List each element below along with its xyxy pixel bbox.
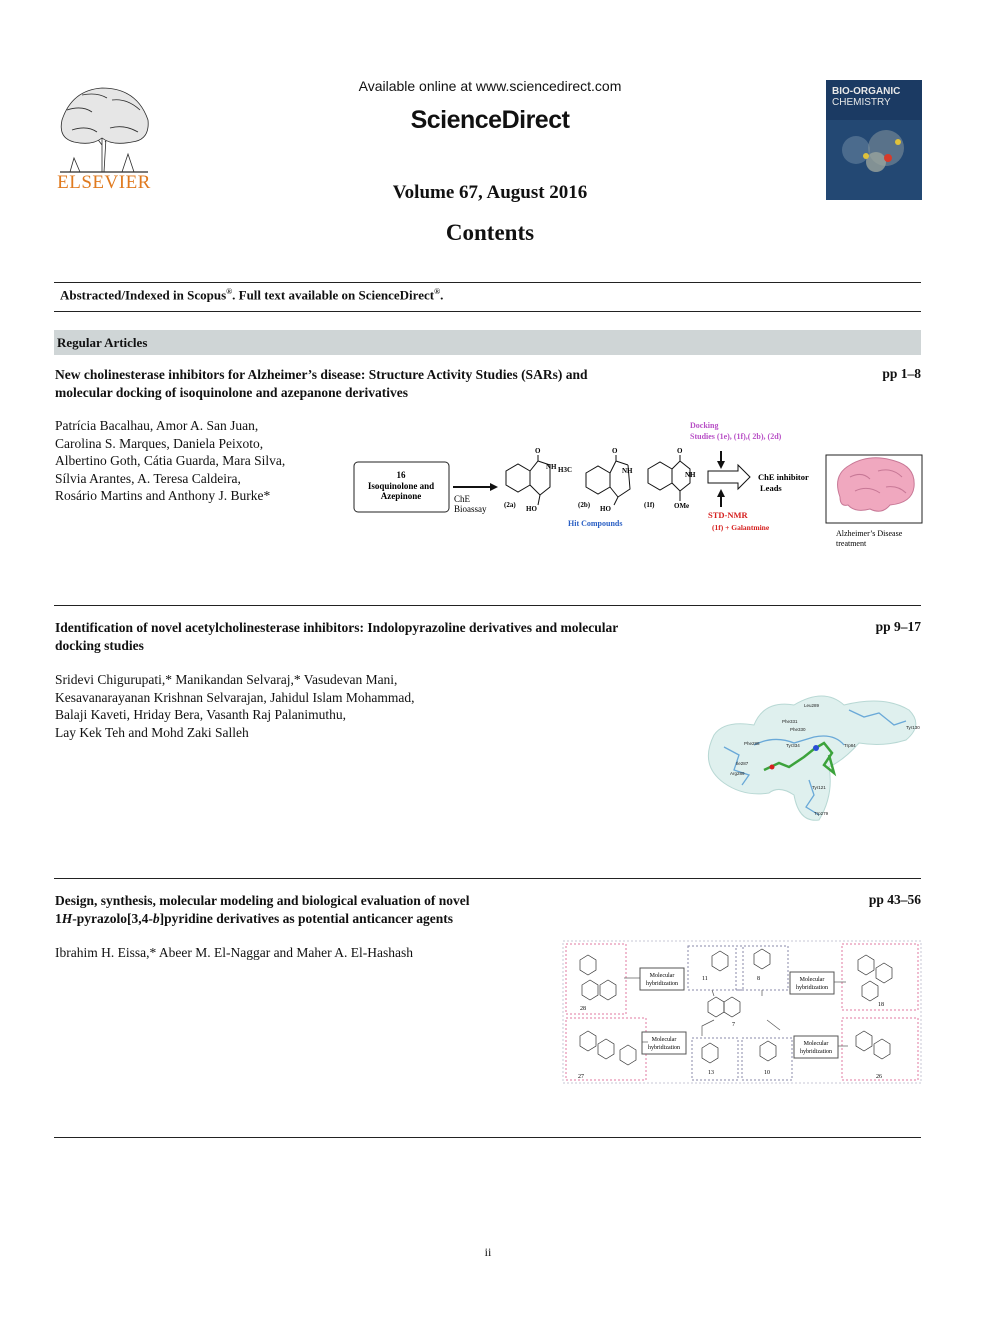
2b-h3c: H3C [558, 466, 572, 474]
num-28: 28 [580, 1006, 586, 1012]
article-3-title[interactable] [55, 892, 705, 928]
author-line: Carolina S. Marques, Daniela Peixoto, [55, 435, 264, 451]
article-1-title-line2: molecular docking of isoquinolone and azepanone derivatives [55, 385, 409, 400]
author-line: Balaji Kaveti, Hriday Bera, Vasanth Raj Palanimuthu, [55, 707, 347, 722]
docking-line1: Docking [690, 421, 719, 430]
article-3-title-line1: Design, synthesis, molecular modeling and biological evaluation of novel [55, 893, 470, 908]
article-1-authors [55, 417, 285, 505]
num-13: 13 [708, 1070, 714, 1076]
residue-label: Ile287 [736, 761, 749, 766]
section-header [54, 330, 921, 355]
num-8: 8 [757, 976, 760, 982]
section-title: Regular Articles [57, 335, 148, 350]
std-nmr-label: STD-NMR [708, 510, 748, 520]
journal-cover-thumbnail[interactable] [826, 80, 922, 200]
2a-ho: HO [526, 505, 537, 513]
leads-line1: ChE inhibitor [758, 472, 809, 482]
article-1-graphical-abstract[interactable] [350, 415, 925, 555]
article-2-pages: pp 9–17 [875, 619, 921, 634]
std-arrowhead [717, 489, 725, 497]
title-part-italic: b [152, 911, 160, 926]
title-part: ]pyridine derivatives as potential anticancer agents [159, 911, 453, 926]
galantamine-label: (1f) + Galantmine [712, 523, 770, 532]
1f-o: O [677, 447, 683, 455]
header-rule [54, 282, 921, 283]
ligand-nitrogen [813, 745, 819, 751]
1f-nh: NH [685, 471, 696, 479]
assay-arrowhead [490, 483, 498, 491]
brain-line1: Alzheimer’s Disease [836, 529, 903, 538]
article-3-authors [55, 944, 413, 962]
compound-2a-structure [506, 455, 550, 505]
cover-title-line2: CHEMISTRY [832, 97, 891, 108]
publisher-name: ELSEVIER [57, 172, 151, 193]
cover-molecule-image [826, 120, 922, 200]
box-br-line1: Molecular [803, 1041, 829, 1047]
brain-line2: treatment [836, 539, 867, 548]
num-27: 27 [578, 1074, 584, 1080]
ligand-oxygen [770, 765, 775, 770]
compound-2b-structure [586, 455, 630, 505]
assay-line2: Bioassay [454, 504, 487, 514]
num-18: 18 [878, 1002, 884, 1008]
article-2-authors [55, 671, 415, 741]
title-part: 1 [55, 911, 62, 926]
2a-o: O [535, 447, 541, 455]
box-tl-line2: hybridization [646, 981, 678, 987]
1f-ome: OMe [674, 502, 690, 510]
leads-line2: Leads [760, 483, 782, 493]
reg-mark: ® [434, 287, 441, 296]
author-line: Rosário Martins and Anthony J. Burke* [55, 488, 271, 503]
volume-issue: Volume 67, August 2016 [392, 182, 588, 203]
box-line2: Isoquinolone and [367, 481, 435, 491]
indexed-text-scopus: Abstracted/Indexed in Scopus [60, 287, 227, 303]
residue-label: Phe331 [782, 719, 798, 724]
article-3-rule [54, 1137, 921, 1138]
1f-label: (1f) [644, 501, 655, 509]
sciencedirect-wordmark: ScienceDirect [410, 106, 570, 134]
assay-line1: ChE [454, 494, 471, 504]
2b-nh: NH [622, 467, 633, 475]
title-part: -pyrazolo[3,4- [72, 911, 153, 926]
article-3-title-line2 [55, 910, 705, 928]
box-line3: Azepinone [380, 491, 422, 501]
num-11: 11 [702, 976, 708, 982]
author-line: Kesavanarayanan Krishnan Selvarajan, Jahidul Islam Mohammad, [55, 689, 415, 705]
title-part-italic: H [61, 911, 73, 926]
page-number: ii [484, 1245, 492, 1259]
2b-o: O [612, 447, 618, 455]
docking-line2: Studies (1e), (1f),( 2b), (2d) [690, 432, 782, 441]
2a-nh: NH [546, 463, 557, 471]
article-3-pages: pp 43–56 [868, 892, 921, 907]
author-line: Lay Kek Teh and Mohd Zaki Salleh [55, 724, 249, 740]
indexed-rule [54, 311, 921, 312]
author-line: Sridevi Chigurupati,* Manikandan Selvaraj,* Vasudevan Mani, [55, 672, 398, 687]
compound-1f-structure [648, 455, 690, 501]
num-10: 10 [764, 1070, 770, 1076]
article-1-title-line1: New cholinesterase inhibitors for Alzheimer’s disease: Structure Activity Studies (SARs) and [55, 367, 588, 382]
available-online-text[interactable]: Available online at www.sciencedirect.com [358, 78, 622, 94]
author-line: Patrícia Bacalhau, Amor A. San Juan, [55, 418, 259, 433]
num-26: 26 [876, 1074, 882, 1080]
residue-label: Trp84 [844, 743, 856, 748]
residue-label: Phe288 [744, 741, 760, 746]
2b-ho: HO [600, 505, 611, 513]
residue-label: Tyr334 [786, 743, 800, 748]
box-line1: 16 [396, 470, 406, 480]
article-2-rule [54, 878, 921, 879]
box-bl-line1: Molecular [651, 1037, 677, 1043]
residue-label: Trp279 [814, 811, 829, 816]
article-3-graphical-abstract[interactable] [562, 940, 922, 1084]
indexed-text-fulltext: . Full text available on ScienceDirect [232, 287, 435, 303]
article-1-rule [54, 605, 921, 606]
residue-label: Phe330 [790, 727, 806, 732]
box-bl-line2: hybridization [648, 1045, 680, 1051]
article-1-title[interactable] [55, 366, 705, 402]
author-line: Ibrahim H. Eissa,* Abeer M. El-Naggar and Maher A. El-Hashash [55, 945, 414, 960]
residue-label: Tyr130 [906, 725, 920, 730]
article-1-pages: pp 1–8 [882, 366, 921, 381]
lead-arrow [708, 465, 750, 489]
article-2-title-line1: Identification of novel acetylcholinesterase inhibitors: Indolopyrazoline derivatives and molecular [55, 620, 619, 635]
residue-label: Leu289 [804, 703, 820, 708]
docking-arrowhead [717, 461, 725, 469]
docking-surface [708, 696, 915, 820]
article-2-title[interactable] [55, 619, 705, 655]
hit-compounds-label: Hit Compounds [568, 519, 623, 528]
reg-mark: ® [226, 287, 233, 296]
box-tr-line1: Molecular [799, 977, 825, 983]
author-line: Albertino Goth, Cátia Guarda, Mara Silva, [55, 453, 286, 468]
author-line: Sílvia Arantes, A. Teresa Caldeira, [55, 470, 241, 486]
cover-title-line1: BIO-ORGANIC [832, 86, 901, 97]
num-7: 7 [732, 1022, 735, 1028]
2b-label: (2b) [578, 501, 591, 509]
page-title: Contents [445, 220, 535, 245]
box-tl-line1: Molecular [649, 973, 675, 979]
2a-label: (2a) [504, 501, 516, 509]
indexed-note [60, 287, 443, 303]
article-2-title-line2: docking studies [55, 638, 144, 653]
box-br-line2: hybridization [800, 1049, 832, 1055]
article-2-graphical-abstract[interactable] [694, 685, 924, 825]
residue-label: Arg289 [730, 771, 745, 776]
indexed-text-period: . [440, 287, 444, 303]
residue-label: Tyr121 [812, 785, 826, 790]
box-tr-line2: hybridization [796, 985, 828, 991]
